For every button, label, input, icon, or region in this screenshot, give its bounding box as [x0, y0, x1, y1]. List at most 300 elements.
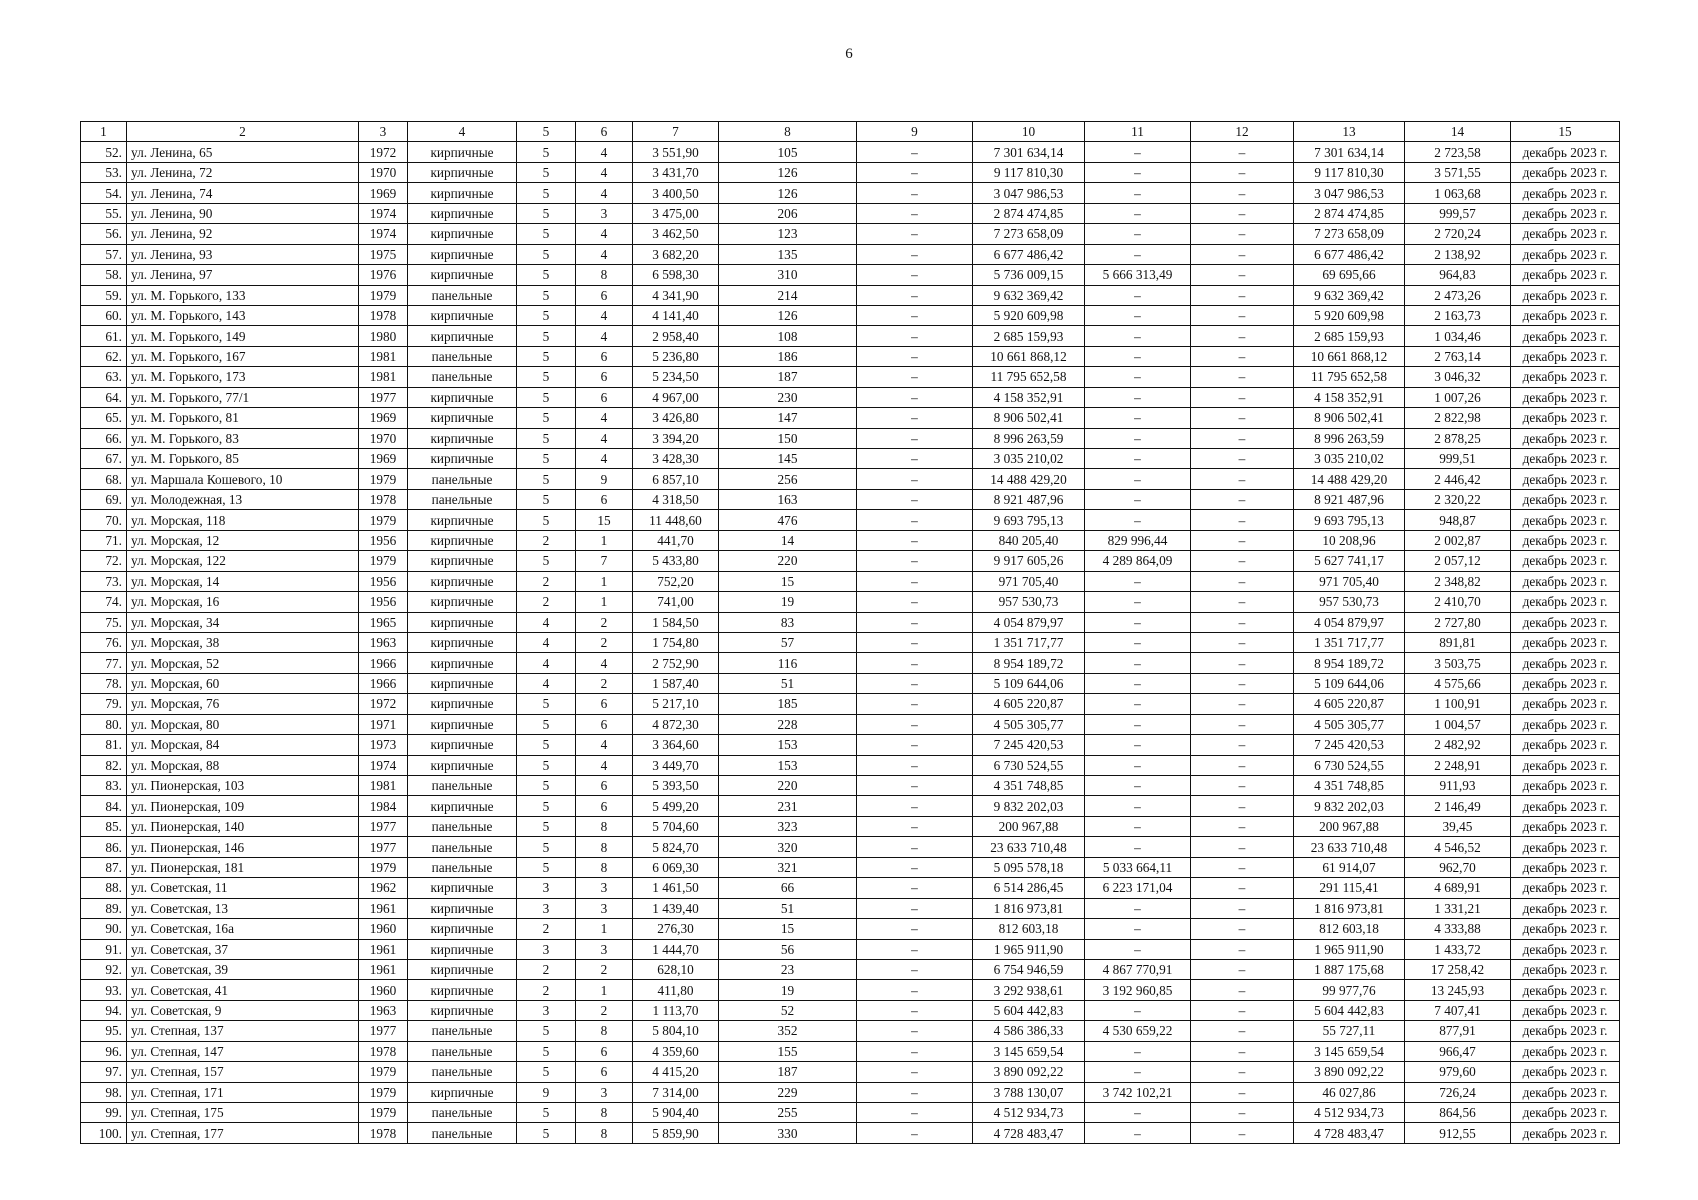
table-row: [81, 1000, 1620, 1020]
table-cell: 476: [719, 510, 857, 530]
table-cell: декабрь 2023 г.: [1511, 612, 1620, 632]
table-cell: 2 320,22: [1405, 489, 1511, 509]
table-cell: 1979: [359, 1082, 408, 1102]
table-cell: ул. Пионерская, 181: [127, 857, 359, 877]
table-cell: –: [1191, 408, 1294, 428]
table-cell: 94.: [81, 1000, 127, 1020]
table-cell: –: [857, 878, 973, 898]
table-cell: 56: [719, 939, 857, 959]
table-cell: –: [1191, 469, 1294, 489]
table-cell: 93.: [81, 980, 127, 1000]
table-cell: 4: [576, 653, 633, 673]
table-cell: 1974: [359, 755, 408, 775]
table-cell: –: [857, 428, 973, 448]
table-cell: 255: [719, 1103, 857, 1123]
table-cell: 3 788 130,07: [973, 1082, 1085, 1102]
table-cell: ул. Молодежная, 13: [127, 489, 359, 509]
table-row: [81, 653, 1620, 673]
table-cell: 6: [576, 367, 633, 387]
column-header: 2: [127, 122, 359, 142]
table-cell: 7 314,00: [633, 1082, 719, 1102]
column-header: 4: [408, 122, 517, 142]
table-cell: –: [857, 367, 973, 387]
table-cell: 78.: [81, 673, 127, 693]
table-cell: панельные: [408, 1123, 517, 1143]
table-cell: –: [1085, 653, 1191, 673]
table-cell: 1 063,68: [1405, 183, 1511, 203]
table-cell: декабрь 2023 г.: [1511, 265, 1620, 285]
table-cell: 2 138,92: [1405, 244, 1511, 264]
table-cell: панельные: [408, 1041, 517, 1061]
table-cell: 51: [719, 898, 857, 918]
table-cell: ул. Степная, 177: [127, 1123, 359, 1143]
table-cell: 752,20: [633, 571, 719, 591]
table-cell: –: [1085, 1062, 1191, 1082]
table-cell: 3 551,90: [633, 142, 719, 162]
table-cell: 1977: [359, 1021, 408, 1041]
table-cell: –: [1085, 592, 1191, 612]
table-cell: 53.: [81, 162, 127, 182]
table-cell: 2 163,73: [1405, 305, 1511, 325]
table-cell: 4: [576, 224, 633, 244]
table-cell: кирпичные: [408, 898, 517, 918]
column-header: 6: [576, 122, 633, 142]
table-cell: ул. Пионерская, 140: [127, 816, 359, 836]
table-cell: 5: [517, 1062, 576, 1082]
table-cell: 2 446,42: [1405, 469, 1511, 489]
table-cell: 4 605 220,87: [1294, 694, 1405, 714]
table-cell: 3 145 659,54: [1294, 1041, 1405, 1061]
table-cell: панельные: [408, 1021, 517, 1041]
table-cell: 153: [719, 735, 857, 755]
table-cell: 214: [719, 285, 857, 305]
table-cell: 5 433,80: [633, 551, 719, 571]
table-cell: 1 816 973,81: [1294, 898, 1405, 918]
table-cell: –: [857, 183, 973, 203]
table-cell: ул. М. Горького, 143: [127, 305, 359, 325]
table-cell: 971 705,40: [973, 571, 1085, 591]
table-cell: 2 723,58: [1405, 142, 1511, 162]
table-cell: декабрь 2023 г.: [1511, 285, 1620, 305]
table-cell: –: [857, 1041, 973, 1061]
table-cell: декабрь 2023 г.: [1511, 1082, 1620, 1102]
table-cell: ул. Маршала Кошевого, 10: [127, 469, 359, 489]
table-cell: ул. Морская, 88: [127, 755, 359, 775]
table-cell: –: [857, 510, 973, 530]
table-cell: 310: [719, 265, 857, 285]
table-row: [81, 878, 1620, 898]
table-cell: 1: [576, 530, 633, 550]
table-cell: ул. Ленина, 90: [127, 203, 359, 223]
table-cell: 4 728 483,47: [1294, 1123, 1405, 1143]
table-cell: –: [857, 673, 973, 693]
table-cell: 5: [517, 1041, 576, 1061]
table-cell: 1 113,70: [633, 1000, 719, 1020]
table-cell: 73.: [81, 571, 127, 591]
table-cell: 877,91: [1405, 1021, 1511, 1041]
table-cell: 6 677 486,42: [973, 244, 1085, 264]
table-cell: 77.: [81, 653, 127, 673]
table-cell: 3 047 986,53: [1294, 183, 1405, 203]
table-cell: декабрь 2023 г.: [1511, 816, 1620, 836]
table-cell: кирпичные: [408, 735, 517, 755]
table-cell: 39,45: [1405, 816, 1511, 836]
table-cell: 3: [576, 898, 633, 918]
table-cell: 5: [517, 755, 576, 775]
table-cell: кирпичные: [408, 959, 517, 979]
table-cell: –: [1085, 571, 1191, 591]
table-cell: кирпичные: [408, 694, 517, 714]
table-cell: 4 728 483,47: [973, 1123, 1085, 1143]
table-cell: ул. Ленина, 65: [127, 142, 359, 162]
table-cell: 5 859,90: [633, 1123, 719, 1143]
table-cell: 964,83: [1405, 265, 1511, 285]
table-cell: 2: [576, 959, 633, 979]
table-row: [81, 183, 1620, 203]
table-cell: 71.: [81, 530, 127, 550]
table-cell: –: [1191, 776, 1294, 796]
table-cell: 105: [719, 142, 857, 162]
table-cell: 5: [517, 837, 576, 857]
table-cell: 3: [517, 898, 576, 918]
table-row: [81, 632, 1620, 652]
table-cell: декабрь 2023 г.: [1511, 489, 1620, 509]
table-cell: 7 407,41: [1405, 1000, 1511, 1020]
table-cell: –: [1191, 653, 1294, 673]
table-row: [81, 898, 1620, 918]
table-cell: 1977: [359, 387, 408, 407]
table-row: [81, 776, 1620, 796]
table-cell: –: [857, 1000, 973, 1020]
table-cell: –: [1085, 203, 1191, 223]
table-cell: –: [1085, 1103, 1191, 1123]
table-cell: –: [857, 816, 973, 836]
table-cell: –: [857, 919, 973, 939]
table-cell: 4 054 879,97: [973, 612, 1085, 632]
table-cell: ул. Пионерская, 146: [127, 837, 359, 857]
table-cell: кирпичные: [408, 449, 517, 469]
table-cell: 628,10: [633, 959, 719, 979]
table-cell: 1 351 717,77: [973, 632, 1085, 652]
table-cell: 6 730 524,55: [973, 755, 1085, 775]
table-cell: 1979: [359, 469, 408, 489]
table-body: [81, 142, 1620, 1143]
table-cell: декабрь 2023 г.: [1511, 510, 1620, 530]
table-cell: декабрь 2023 г.: [1511, 244, 1620, 264]
table-cell: 126: [719, 305, 857, 325]
table-cell: 1 007,26: [1405, 387, 1511, 407]
table-cell: –: [857, 735, 973, 755]
table-cell: 5: [517, 776, 576, 796]
table-cell: 8 906 502,41: [1294, 408, 1405, 428]
table-cell: декабрь 2023 г.: [1511, 469, 1620, 489]
table-cell: 9 832 202,03: [1294, 796, 1405, 816]
table-cell: 1980: [359, 326, 408, 346]
table-cell: 1978: [359, 1123, 408, 1143]
table-cell: 80.: [81, 714, 127, 734]
table-cell: 1965: [359, 612, 408, 632]
table-cell: декабрь 2023 г.: [1511, 980, 1620, 1000]
table-cell: 46 027,86: [1294, 1082, 1405, 1102]
table-cell: 3: [576, 203, 633, 223]
table-cell: 1 965 911,90: [973, 939, 1085, 959]
table-cell: 65.: [81, 408, 127, 428]
table-cell: 3 192 960,85: [1085, 980, 1191, 1000]
table-cell: 5: [517, 367, 576, 387]
table-cell: 5 109 644,06: [1294, 673, 1405, 693]
table-cell: –: [1085, 796, 1191, 816]
table-cell: декабрь 2023 г.: [1511, 939, 1620, 959]
table-cell: 6 514 286,45: [973, 878, 1085, 898]
table-cell: –: [1191, 428, 1294, 448]
table-cell: –: [1191, 489, 1294, 509]
table-cell: ул. Морская, 80: [127, 714, 359, 734]
table-cell: 59.: [81, 285, 127, 305]
table-cell: кирпичные: [408, 551, 517, 571]
table-cell: ул. Советская, 16а: [127, 919, 359, 939]
table-cell: 1963: [359, 632, 408, 652]
table-cell: 330: [719, 1123, 857, 1143]
table-row: [81, 1041, 1620, 1061]
table-cell: 7: [576, 551, 633, 571]
table-cell: 1 331,21: [1405, 898, 1511, 918]
table-cell: 4: [576, 183, 633, 203]
table-cell: декабрь 2023 г.: [1511, 837, 1620, 857]
table-cell: декабрь 2023 г.: [1511, 919, 1620, 939]
table-cell: –: [857, 959, 973, 979]
table-cell: –: [857, 1062, 973, 1082]
table-cell: 68.: [81, 469, 127, 489]
table-cell: 320: [719, 837, 857, 857]
table-cell: 1956: [359, 571, 408, 591]
table-cell: 64.: [81, 387, 127, 407]
column-header: 7: [633, 122, 719, 142]
table-cell: ул. Морская, 76: [127, 694, 359, 714]
table-cell: 5 920 609,98: [973, 305, 1085, 325]
table-cell: 352: [719, 1021, 857, 1041]
table-cell: панельные: [408, 776, 517, 796]
column-header: 15: [1511, 122, 1620, 142]
table-cell: кирпичные: [408, 265, 517, 285]
table-cell: кирпичные: [408, 387, 517, 407]
table-cell: 6 223 171,04: [1085, 878, 1191, 898]
table-cell: –: [1085, 408, 1191, 428]
table-cell: –: [1191, 1041, 1294, 1061]
table-cell: 6 069,30: [633, 857, 719, 877]
table-cell: 200 967,88: [1294, 816, 1405, 836]
table-cell: 66: [719, 878, 857, 898]
column-header: 9: [857, 122, 973, 142]
table-cell: 4 333,88: [1405, 919, 1511, 939]
table-cell: декабрь 2023 г.: [1511, 653, 1620, 673]
table-cell: –: [1191, 694, 1294, 714]
table-cell: –: [857, 305, 973, 325]
table-cell: –: [1085, 326, 1191, 346]
table-cell: декабрь 2023 г.: [1511, 1062, 1620, 1082]
table-cell: 6 730 524,55: [1294, 755, 1405, 775]
table-cell: 1979: [359, 1062, 408, 1082]
table-cell: 4 586 386,33: [973, 1021, 1085, 1041]
table-cell: 321: [719, 857, 857, 877]
table-cell: 5 666 313,49: [1085, 265, 1191, 285]
table-cell: –: [857, 1123, 973, 1143]
table-cell: 3 742 102,21: [1085, 1082, 1191, 1102]
table-cell: 5 604 442,83: [1294, 1000, 1405, 1020]
table-cell: –: [1085, 469, 1191, 489]
table-cell: декабрь 2023 г.: [1511, 898, 1620, 918]
table-cell: 4 505 305,77: [1294, 714, 1405, 734]
table-cell: –: [1191, 1021, 1294, 1041]
table-cell: 4: [576, 428, 633, 448]
table-cell: –: [857, 653, 973, 673]
column-number-row: [81, 122, 1620, 142]
table-cell: 187: [719, 367, 857, 387]
table-cell: –: [857, 755, 973, 775]
table-cell: 5 627 741,17: [1294, 551, 1405, 571]
table-cell: –: [1191, 1103, 1294, 1123]
table-cell: 92.: [81, 959, 127, 979]
table-cell: 57.: [81, 244, 127, 264]
table-cell: 1961: [359, 959, 408, 979]
table-cell: 1960: [359, 919, 408, 939]
table-cell: 3 682,20: [633, 244, 719, 264]
table-cell: 100.: [81, 1123, 127, 1143]
table-cell: –: [1191, 714, 1294, 734]
table-cell: декабрь 2023 г.: [1511, 714, 1620, 734]
table-cell: 13 245,93: [1405, 980, 1511, 1000]
table-cell: 726,24: [1405, 1082, 1511, 1102]
table-cell: декабрь 2023 г.: [1511, 408, 1620, 428]
table-cell: 957 530,73: [1294, 592, 1405, 612]
table-cell: кирпичные: [408, 919, 517, 939]
table-cell: 2: [576, 673, 633, 693]
table-cell: 966,47: [1405, 1041, 1511, 1061]
table-cell: 58.: [81, 265, 127, 285]
table-cell: 2: [576, 632, 633, 652]
table-cell: 5: [517, 1123, 576, 1143]
table-cell: 6 857,10: [633, 469, 719, 489]
table-cell: кирпичные: [408, 980, 517, 1000]
table-cell: декабрь 2023 г.: [1511, 878, 1620, 898]
table-cell: 9: [517, 1082, 576, 1102]
table-cell: 1: [576, 980, 633, 1000]
table-cell: 5: [517, 714, 576, 734]
table-cell: 5: [517, 489, 576, 509]
table-cell: декабрь 2023 г.: [1511, 1021, 1620, 1041]
table-cell: ул. М. Горького, 173: [127, 367, 359, 387]
table-cell: –: [1191, 142, 1294, 162]
table-cell: 4 575,66: [1405, 673, 1511, 693]
table-cell: 98.: [81, 1082, 127, 1102]
table-cell: 23 633 710,48: [1294, 837, 1405, 857]
table-cell: 1 461,50: [633, 878, 719, 898]
table-cell: кирпичные: [408, 305, 517, 325]
table-cell: 54.: [81, 183, 127, 203]
table-cell: 61 914,07: [1294, 857, 1405, 877]
table-cell: 2: [576, 612, 633, 632]
table-cell: 6: [576, 387, 633, 407]
table-cell: –: [1191, 326, 1294, 346]
table-row: [81, 592, 1620, 612]
table-cell: 957 530,73: [973, 592, 1085, 612]
table-row: [81, 244, 1620, 264]
table-cell: 999,57: [1405, 203, 1511, 223]
table-cell: 5: [517, 162, 576, 182]
table-cell: 108: [719, 326, 857, 346]
table-cell: 8: [576, 1103, 633, 1123]
table-cell: 4 530 659,22: [1085, 1021, 1191, 1041]
table-cell: 4 318,50: [633, 489, 719, 509]
table-cell: 1970: [359, 162, 408, 182]
table-cell: панельные: [408, 489, 517, 509]
table-cell: –: [857, 449, 973, 469]
table-cell: декабрь 2023 г.: [1511, 694, 1620, 714]
table-cell: –: [857, 612, 973, 632]
table-cell: –: [1085, 612, 1191, 632]
table-cell: 5: [517, 694, 576, 714]
table-cell: 2 822,98: [1405, 408, 1511, 428]
table-cell: 187: [719, 1062, 857, 1082]
table-cell: 3: [517, 939, 576, 959]
table-cell: панельные: [408, 857, 517, 877]
table-cell: 2 752,90: [633, 653, 719, 673]
column-header: 1: [81, 122, 127, 142]
table-cell: 2 878,25: [1405, 428, 1511, 448]
table-cell: 1976: [359, 265, 408, 285]
table-cell: 9 117 810,30: [973, 162, 1085, 182]
table-cell: 1973: [359, 735, 408, 755]
table-cell: ул. Советская, 39: [127, 959, 359, 979]
table-cell: 1969: [359, 183, 408, 203]
table-cell: ул. Ленина, 97: [127, 265, 359, 285]
table-cell: 4: [576, 162, 633, 182]
table-cell: декабрь 2023 г.: [1511, 959, 1620, 979]
table-cell: 3 145 659,54: [973, 1041, 1085, 1061]
table-cell: 5: [517, 285, 576, 305]
table-cell: 5: [517, 510, 576, 530]
table-cell: –: [857, 592, 973, 612]
table-cell: –: [857, 203, 973, 223]
table-cell: панельные: [408, 285, 517, 305]
table-cell: ул. Ленина, 74: [127, 183, 359, 203]
table-cell: 76.: [81, 632, 127, 652]
table-cell: –: [1085, 837, 1191, 857]
table-cell: –: [1191, 796, 1294, 816]
table-cell: 200 967,88: [973, 816, 1085, 836]
table-cell: 89.: [81, 898, 127, 918]
table-cell: 1 965 911,90: [1294, 939, 1405, 959]
table-row: [81, 489, 1620, 509]
table-cell: 4: [576, 142, 633, 162]
table-cell: 3 046,32: [1405, 367, 1511, 387]
table-cell: 4 505 305,77: [973, 714, 1085, 734]
table-cell: –: [1191, 510, 1294, 530]
table-cell: кирпичные: [408, 428, 517, 448]
table-cell: –: [1191, 551, 1294, 571]
table-cell: –: [857, 714, 973, 734]
table-cell: 69.: [81, 489, 127, 509]
table-cell: кирпичные: [408, 1082, 517, 1102]
table-row: [81, 919, 1620, 939]
table-cell: 1 887 175,68: [1294, 959, 1405, 979]
table-cell: –: [1085, 735, 1191, 755]
table-cell: 67.: [81, 449, 127, 469]
table-cell: ул. Морская, 118: [127, 510, 359, 530]
table-cell: 1974: [359, 203, 408, 223]
table-cell: 4 158 352,91: [973, 387, 1085, 407]
table-cell: 2: [576, 1000, 633, 1020]
table-cell: 2 685 159,93: [973, 326, 1085, 346]
